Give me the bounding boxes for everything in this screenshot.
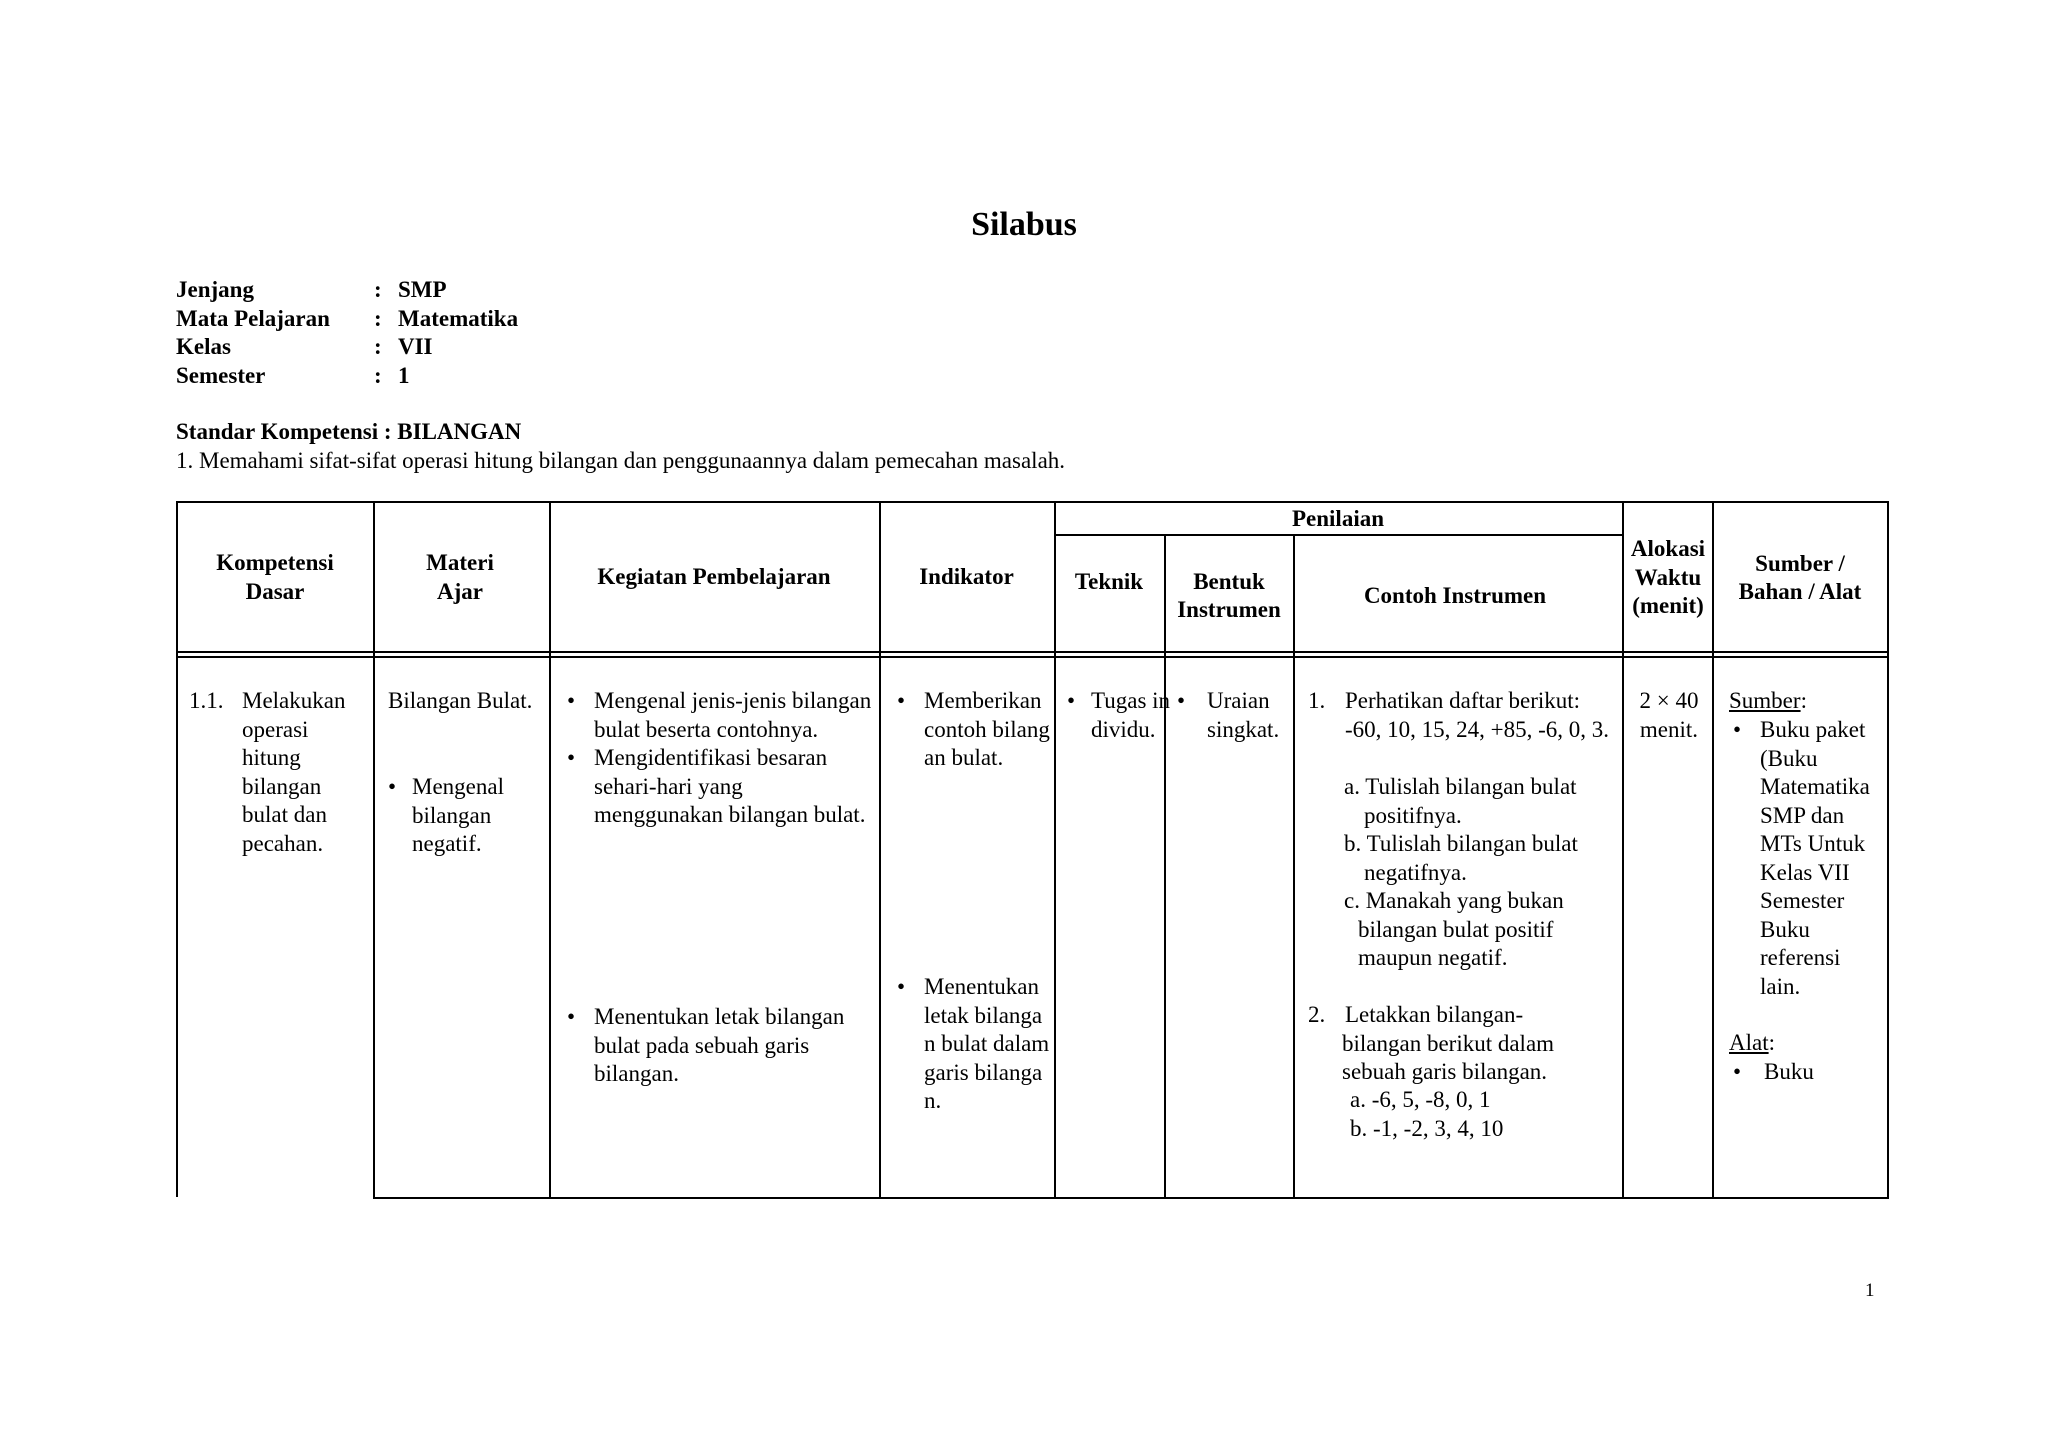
kd-text-content: Melakukan operasi hitung bilangan bulat dan pecahan. bbox=[242, 688, 346, 856]
info-row-semester bbox=[176, 362, 518, 391]
alokasi-waktu: 2 × 40 menit. bbox=[1639, 688, 1699, 742]
alat-label-text: Alat bbox=[1729, 1030, 1769, 1055]
header-indikator: Indikator bbox=[919, 564, 1014, 590]
materi-list bbox=[388, 773, 540, 859]
info-colon: : bbox=[374, 334, 382, 359]
contoh-2a: a. -6, 5, -8, 0, 1 bbox=[1350, 1087, 1491, 1112]
alat-label bbox=[1729, 1029, 1775, 1058]
indikator-list-1 bbox=[897, 687, 1050, 773]
contoh-2b: b. -1, -2, 3, 4, 10 bbox=[1350, 1116, 1504, 1141]
header-kompetensi-dasar: Kompetensi Dasar bbox=[216, 550, 334, 604]
bullet-icon: • bbox=[1733, 717, 1742, 742]
header-sumber-bahan-alat: Sumber / Bahan / Alat bbox=[1738, 550, 1862, 604]
info-colon: : bbox=[374, 305, 382, 331]
list-item bbox=[388, 773, 540, 859]
colon: : bbox=[1800, 688, 1807, 713]
bullet-icon: • bbox=[1177, 688, 1186, 713]
kd-number: 1.1. bbox=[189, 688, 224, 713]
list-item bbox=[1733, 1058, 1884, 1087]
table-col-rule bbox=[176, 501, 178, 1197]
list-item-text: Tugas individu. bbox=[1091, 688, 1171, 742]
contoh-1-text: Perhatikan daftar berikut: bbox=[1345, 688, 1581, 713]
list-item bbox=[1177, 687, 1287, 744]
list-item-text: Mengenal bilangan negatif. bbox=[412, 774, 504, 856]
bullet-icon: • bbox=[1067, 688, 1076, 713]
info-label: Semester bbox=[176, 362, 266, 388]
info-row-jenjang bbox=[176, 276, 518, 305]
list-item bbox=[567, 744, 872, 830]
header-contoh-instrumen: Contoh Instrumen bbox=[1363, 582, 1547, 608]
alat-list bbox=[1733, 1058, 1884, 1087]
info-value: Matematika bbox=[398, 305, 519, 331]
contoh-1a: a. Tulislah bilangan bulat positifnya. bbox=[1344, 774, 1577, 828]
table-penilaian-divider bbox=[1054, 534, 1622, 536]
bullet-icon: • bbox=[897, 974, 906, 999]
info-value: SMP bbox=[398, 277, 447, 302]
bullet-icon: • bbox=[897, 688, 906, 713]
bullet-icon: • bbox=[388, 774, 397, 799]
list-item bbox=[567, 687, 872, 744]
teknik-list bbox=[1067, 687, 1173, 744]
standar-kompetensi-text: 1. Memahami sifat-sifat operasi hitung bilangan dan penggunaannya dalam pemecahan masalah. bbox=[176, 447, 1066, 473]
list-item-text: Memberikan contoh bilangan bulat. bbox=[924, 688, 1050, 770]
header-bentuk-instrumen: Bentuk Instrumen bbox=[1177, 568, 1281, 622]
indikator-list-2 bbox=[897, 973, 1050, 1116]
info-row-kelas bbox=[176, 333, 518, 362]
list-item-text: Uraian singkat. bbox=[1207, 688, 1280, 742]
header-penilaian: Penilaian bbox=[1291, 505, 1384, 531]
bullet-icon: • bbox=[567, 1004, 576, 1029]
bullet-icon: • bbox=[1733, 1059, 1742, 1084]
page-number: 1 bbox=[1865, 1280, 1875, 1301]
sumber-label-text: Sumber bbox=[1729, 688, 1801, 713]
table-col-rule bbox=[1887, 501, 1889, 1199]
list-item bbox=[1067, 687, 1173, 744]
contoh-1c: c. Manakah yang bukan bilangan bulat positif maupun negatif. bbox=[1344, 888, 1564, 970]
kd-text bbox=[242, 687, 370, 858]
info-value: VII bbox=[398, 334, 433, 359]
header-alokasi-waktu: Alokasi Waktu (menit) bbox=[1630, 536, 1706, 619]
table-bottom-rule bbox=[373, 1197, 1888, 1199]
list-item bbox=[897, 973, 1050, 1116]
materi-title: Bilangan Bulat. bbox=[388, 688, 533, 713]
kegiatan-list-1 bbox=[567, 687, 872, 830]
list-item bbox=[1733, 716, 1884, 1001]
info-row-mata-pelajaran bbox=[176, 305, 518, 334]
course-info bbox=[176, 276, 518, 390]
list-item bbox=[567, 1003, 872, 1089]
list-item-text: Mengidentifikasi besaran sehari-hari yang menggunakan bilangan bulat. bbox=[594, 745, 866, 827]
list-item-text: Buku paket (Buku Matematika SMP dan MTs Untuk Kelas VII Semester Buku referensi lain. bbox=[1760, 717, 1870, 999]
info-colon: : bbox=[374, 277, 382, 302]
list-item-text: Menentukan letak bilangan bulat dalam garis bilangan. bbox=[924, 974, 1050, 1113]
table-border-top bbox=[176, 501, 1888, 503]
info-label: Mata Pelajaran bbox=[176, 305, 330, 331]
list-item bbox=[897, 687, 1050, 773]
header-teknik: Teknik bbox=[1074, 568, 1144, 594]
list-item-text: Mengenal jenis-jenis bilangan bulat beserta contohnya. bbox=[594, 688, 872, 742]
table-header-rule-2 bbox=[176, 656, 1888, 658]
info-label: Jenjang bbox=[176, 277, 254, 302]
header-materi-ajar: Materi Ajar bbox=[426, 550, 494, 604]
standar-kompetensi bbox=[176, 418, 1065, 475]
list-item-text: Buku bbox=[1764, 1059, 1814, 1084]
sumber-list bbox=[1733, 716, 1884, 1001]
table-header-rule-1 bbox=[176, 651, 1888, 653]
bentuk-list bbox=[1177, 687, 1287, 744]
header-kegiatan-pembelajaran: Kegiatan Pembelajaran bbox=[597, 564, 831, 590]
contoh-1-list: -60, 10, 15, 24, +85, -6, 0, 3. bbox=[1345, 717, 1610, 742]
contoh-2-number: 2. bbox=[1308, 1002, 1326, 1027]
contoh-1-number: 1. bbox=[1308, 688, 1326, 713]
info-colon: : bbox=[374, 362, 382, 388]
contoh-1b: b. Tulislah bilangan bulat negatifnya. bbox=[1344, 831, 1578, 885]
contoh-2-text: Letakkan bilangan-bilangan berikut dalam sebuah garis bilangan. bbox=[1342, 1002, 1555, 1084]
colon: : bbox=[1768, 1030, 1775, 1055]
table-col-rule bbox=[373, 501, 375, 1199]
table-col-rule bbox=[1054, 501, 1056, 1199]
standar-kompetensi-label: Standar Kompetensi : BILANGAN bbox=[176, 419, 522, 444]
info-label: Kelas bbox=[176, 334, 231, 359]
kegiatan-list-2 bbox=[567, 1003, 872, 1089]
table-col-rule bbox=[1293, 534, 1295, 1199]
page-title: Silabus bbox=[971, 206, 1077, 243]
list-item-text: Menentukan letak bilangan bulat pada sebuah garis bilangan. bbox=[594, 1004, 845, 1086]
bullet-icon: • bbox=[567, 745, 576, 770]
bullet-icon: • bbox=[567, 688, 576, 713]
table-col-rule bbox=[1164, 534, 1166, 1199]
info-value: 1 bbox=[398, 362, 410, 388]
table-col-rule bbox=[1712, 501, 1714, 1199]
sumber-label bbox=[1729, 687, 1807, 716]
